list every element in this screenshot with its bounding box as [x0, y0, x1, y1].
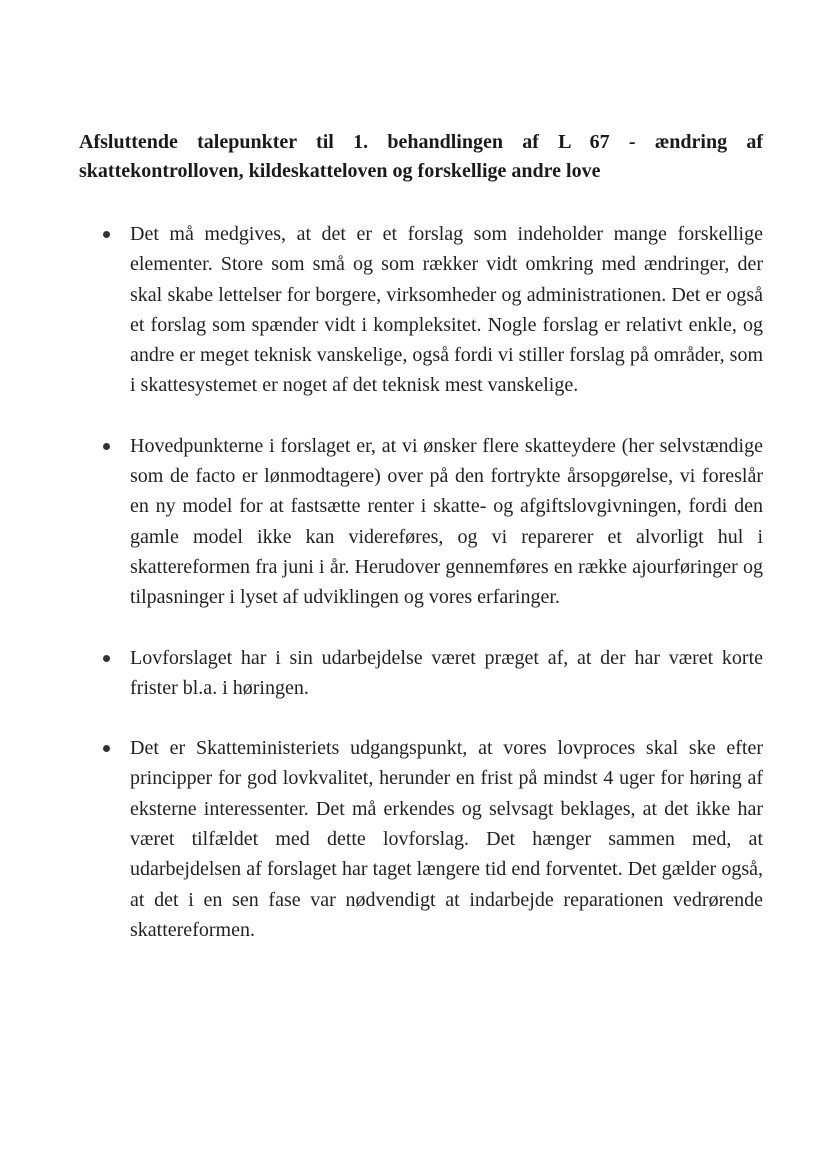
talking-points-list [79, 219, 763, 945]
list-item [79, 219, 763, 401]
list-item-text: Hovedpunkterne i forslaget er, at vi ønsker flere skatteydere (her selvstændige som de facto er lønmodtagere) over på den fortrykte årsopgørelse, vi foreslår en ny model for at fastsætte renter i skatte- og afgiftslovgivningen, fordi den gamle model ikke kan videreføres, og vi reparerer et alvorligt hul i skattereformen fra juni i år. Herudover gennemføres en række ajourføringer og tilpasninger i lyset af udviklingen og vores erfaringer. [130, 434, 763, 609]
list-item [79, 643, 763, 704]
document-title: Afsluttende talepunkter til 1. behandlingen af L 67 - ændring af skattekontrolloven, kildeskatteloven og forskellige andre love [79, 131, 763, 182]
bullet-icon [103, 655, 110, 662]
bullet-icon [103, 231, 110, 238]
list-item [79, 431, 763, 613]
list-item-text: Det må medgives, at det er et forslag som indeholder mange forskellige elementer. Store som små og som rækker vidt omkring med ændringer, der skal skabe lettelser for borgere, virksomheder og administrationen. Det er også et forslag som spænder vidt i kompleksitet. Nogle forslag er relativt enkle, og andre er meget teknisk vanskelige, også fordi vi stiller forslag på områder, som i skattesystemet er noget af det teknisk mest vanskelige. [130, 223, 763, 397]
bullet-icon [103, 745, 110, 752]
list-item-text: Det er Skatteministeriets udgangspunkt, at vores lovproces skal ske efter principper for god lovkvalitet, herunder en frist på mindst 4 uger for høring af eksterne interessenter. Det må erkendes og selvsagt beklages, at det ikke har været tilfældet med dette lovforslag. Det hænger sammen med, at udarbejdelsen af forslaget har taget længere tid end forventet. Det gælder også, at det i en sen fase var nødvendigt at indarbejde reparationen vedrørende skattereformen. [130, 737, 763, 941]
list-item [79, 733, 763, 945]
list-item-text: Lovforslaget har i sin udarbejdelse været præget af, at der har været korte frister bl.a. i høringen. [130, 646, 763, 699]
bullet-icon [103, 443, 110, 450]
